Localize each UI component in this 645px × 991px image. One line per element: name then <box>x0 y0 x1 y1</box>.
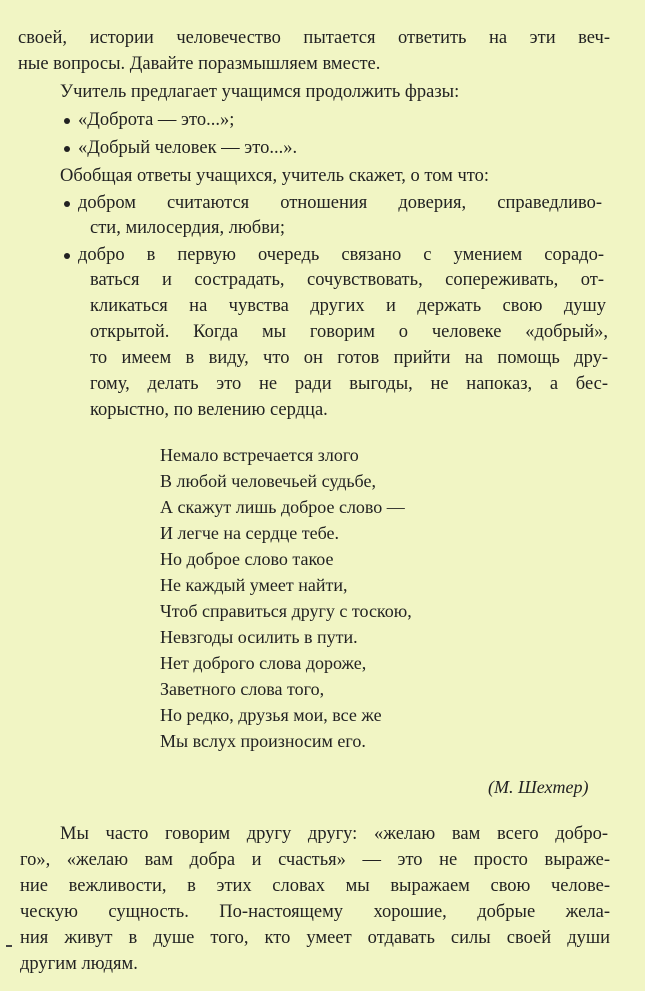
poem-line: Немало встречается злого <box>160 445 359 465</box>
poem-author: (М. Шехтер) <box>488 777 589 797</box>
poem-line: Но редко, друзья мои, все же <box>160 705 382 725</box>
point-line: гому, делать это не ради выгоды, не напоказ, а бес- <box>90 374 608 394</box>
poem-line: А скажут лишь доброе слово — <box>160 497 405 517</box>
intro-line: своей, истории человечество пытается ответить на эти веч- <box>18 28 610 48</box>
closing-line: ния живут в душе того, кто умеет отдавать силы своей души <box>20 928 610 948</box>
point-line: сти, милосердия, любви; <box>90 218 285 238</box>
poem-line: Но доброе слово такое <box>160 549 334 569</box>
task-text: Учитель предлагает учащимся продолжить фразы: <box>60 82 460 102</box>
point-line: ваться и сострадать, сочувствовать, сопереживать, от- <box>90 270 604 290</box>
closing-line: Мы часто говорим другу другу: «желаю вам всего добро- <box>60 824 608 844</box>
bullet-icon <box>64 146 70 152</box>
point-line: корыстно, по велению сердца. <box>90 400 328 420</box>
poem-line: Не каждый умеет найти, <box>160 575 348 595</box>
bullet-icon <box>64 253 70 259</box>
poem-line: Невзгоды осилить в пути. <box>160 627 358 647</box>
closing-line: ческую сущность. По-настоящему хорошие, добрые жела- <box>20 902 610 922</box>
poem-line: Мы вслух произносим его. <box>160 731 366 751</box>
poem-line: Чтоб справиться другу с тоскою, <box>160 601 412 621</box>
prompt-item: «Добрый человек — это...». <box>78 138 298 158</box>
scan-mark <box>6 945 12 947</box>
poem-line: Нет доброго слова дороже, <box>160 653 367 673</box>
poem-line: Заветного слова того, <box>160 679 325 699</box>
poem-line: И легче на сердце тебе. <box>160 523 340 543</box>
bullet-icon <box>64 118 70 124</box>
intro-line: ные вопросы. Давайте поразмышляем вместе. <box>18 54 381 74</box>
closing-line: ние вежливости, в этих словах мы выражаем свою челове- <box>20 876 610 896</box>
point-line: добром считаются отношения доверия, справедливо- <box>78 193 602 213</box>
closing-line: другим людям. <box>20 954 138 974</box>
poem <box>160 442 412 754</box>
point-line: кликаться на чувства других и держать свою душу <box>90 296 606 316</box>
point-line: открытой. Когда мы говорим о человеке «добрый», <box>90 322 608 342</box>
point-line: добро в первую очередь связано с умением сорадо- <box>78 245 604 265</box>
prompt-item: «Доброта — это...»; <box>78 110 235 130</box>
closing-line: го», «желаю вам добра и счастья» — это не просто выраже- <box>20 850 610 870</box>
poem-line: В любой человечьей судьбе, <box>160 471 376 491</box>
point-line: то имеем в виду, что он готов прийти на помощь дру- <box>90 348 608 368</box>
bullet-icon <box>64 201 70 207</box>
summary-text: Обобщая ответы учащихся, учитель скажет, о том что: <box>60 166 490 186</box>
